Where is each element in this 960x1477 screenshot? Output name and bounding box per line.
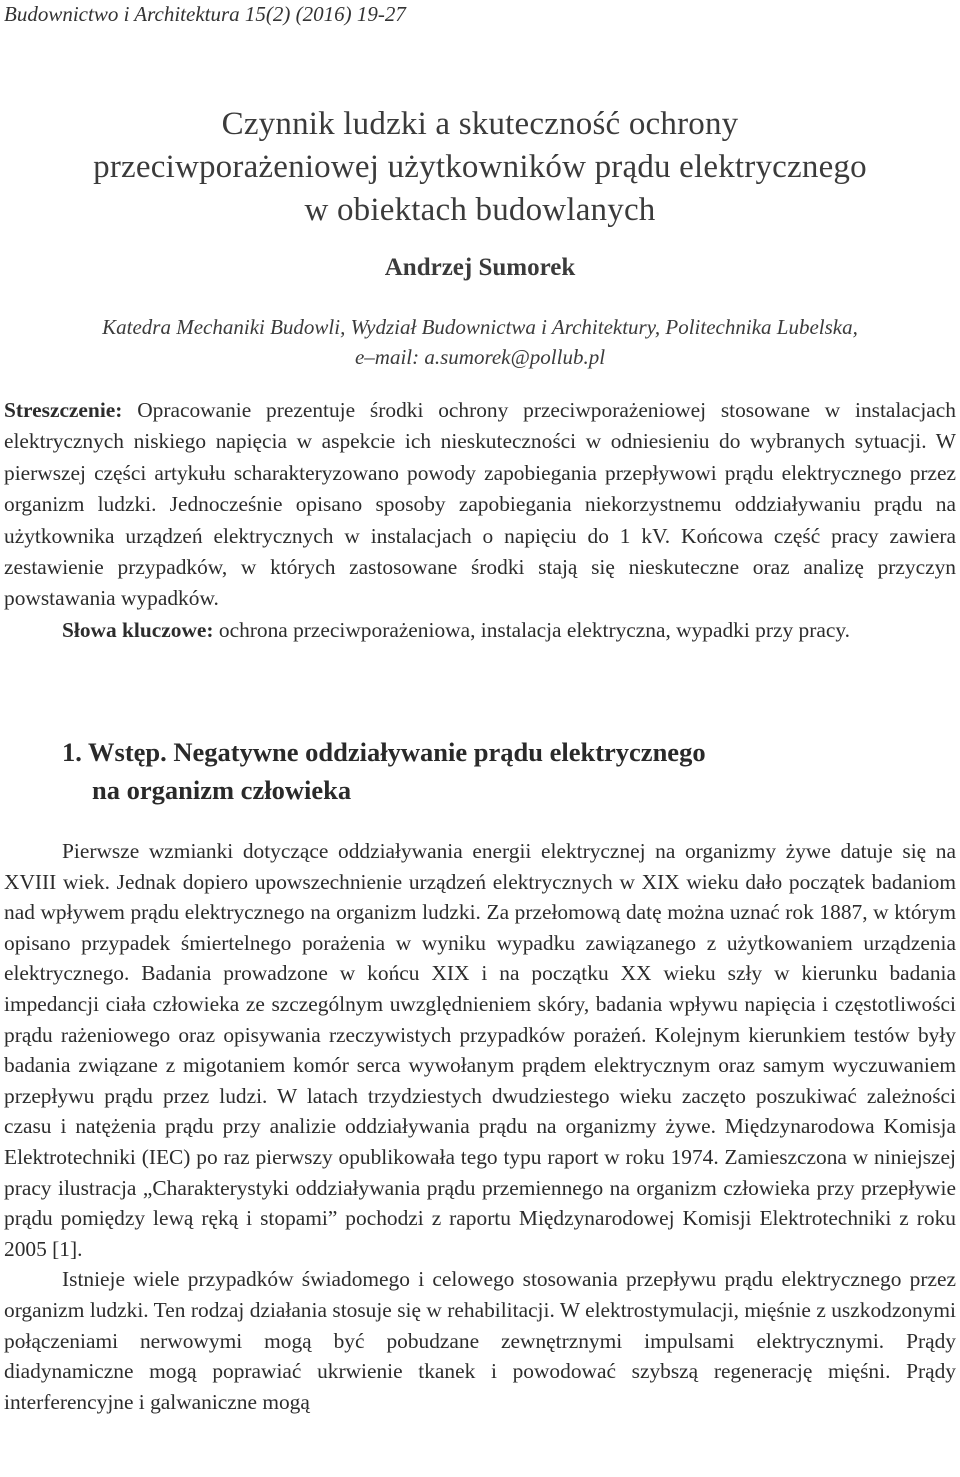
keywords-text: ochrona przeciwporażeniowa, instalacja elektryczna, wypadki przy pracy. — [218, 617, 850, 642]
journal-citation: Budownictwo i Architektura 15(2) (2016) 19-27 — [4, 2, 406, 26]
body-paragraph: Istnieje wiele przypadków świadomego i celowego stosowania przepływu prądu elektrycznego przez organizm ludzki. Ten rodzaj działania stosuje się w rehabilitacji. W elektrostymulacji, mięśnie z uszkodzonymi połączeniami nerwowymi mogą być pobudzane zewnętrznymi impulsami elektrycznymi. Prądy diadynamiczne mogą poprawiać ukrwienie tkanek i powodować szybszą regenerację mięśni. Prądy interferencyjne i galwaniczne mogą — [4, 1267, 956, 1414]
title-line: w obiektach budowlanych — [304, 192, 656, 228]
affiliation-line: Katedra Mechaniki Budowli, Wydział Budownictwa i Architektury, Politechnika Lubelska, — [102, 315, 858, 339]
title-line: przeciwporażeniowej użytkowników prądu elektrycznego — [93, 149, 867, 185]
keywords-paragraph — [4, 615, 956, 646]
affiliation — [0, 312, 960, 372]
abstract-paragraph — [4, 395, 956, 615]
author-name: Andrzej Sumorek — [384, 254, 576, 281]
article-title — [0, 103, 960, 232]
abstract-text: Opracowanie prezentuje środki ochrony przeciwporażeniowej stosowane w instalacjach elektrycznych niskiego napięcia w aspekcie ich nieskuteczności w odniesieniu do wybranych sytuacji. W pierwszej części artykułu scharakteryzowano powody zapobiegania przepływowi prądu elektrycznego przez organizm ludzki. Jednocześnie opisano sposoby zapobiegania niekorzystnemu oddziaływaniu prądu na użytkownika urządzeń elektrycznych w instalacjach o napięciu do 1 kV. Końcowa część pracy zawiera zestawienie przypadków, w których zastosowane środki stają się nieskuteczne oraz analizę przyczyn powstawania wypadków. — [4, 398, 956, 611]
section-heading-line1: 1. Wstęp. Negatywne oddziaływanie prądu elektrycznego — [62, 737, 706, 767]
abstract — [4, 395, 956, 646]
keywords-label: Słowa kluczowe: — [62, 617, 214, 642]
title-line: Czynnik ludzki a skuteczność ochrony — [221, 106, 739, 142]
affiliation-email: e–mail: a.sumorek@pollub.pl — [354, 345, 606, 369]
body-paragraph: Pierwsze wzmianki dotyczące oddziaływania energii elektrycznej na organizmy żywe datuje się na XVIII wiek. Jednak dopiero upowszechnienie urządzeń elektrycznych w XIX wieku dało początek badaniom nad wpływem prądu elektrycznego na organizm ludzki. Za przełomową datę można uznać rok 1887, w którym opisano przypadek śmiertelnego porażenia w wyniku wypadku zawiązanego z użytkowaniem urządzenia elektrycznego. Badania prowadzone w końcu XIX i na początku XX wieku szły w kierunku badania impedancji ciała człowieka ze szczególnym uwzględnieniem skóry, badania wpływu napięcia i częstotliwości prądu rażeniowego oraz opisywania rzeczywistych przypadków porażeń. Kolejnym kierunkiem testów były badania związane z migotaniem komór serca wywołanym prądem elektrycznym oraz samym wyczuwaniem przepływu prądu przez ludzi. W latach trzydziestych dwudziestego wieku zaczęto poszukiwać zależności czasu i natężenia prądu przy analizie oddziaływania prądu na organizmy żywe. Międzynarodowa Komisja Elektrotechniki (IEC) po raz pierwszy opublikowała tego typu raport w roku 1974. Zamieszczona w niniejszej pracy ilustracja „Charakterystyki oddziaływania prądu przemiennego na organizm człowieka przy przepływie prądu pomiędzy lewą ręką i stopami” pochodzi z raportu Międzynarodowej Komisji Elektrotechniki z roku 2005 [1]. — [4, 839, 956, 1261]
section-heading — [62, 733, 706, 809]
section-body — [4, 836, 956, 1417]
abstract-label: Streszczenie: — [4, 398, 123, 422]
section-heading-line2: na organizm człowieka — [92, 775, 352, 805]
